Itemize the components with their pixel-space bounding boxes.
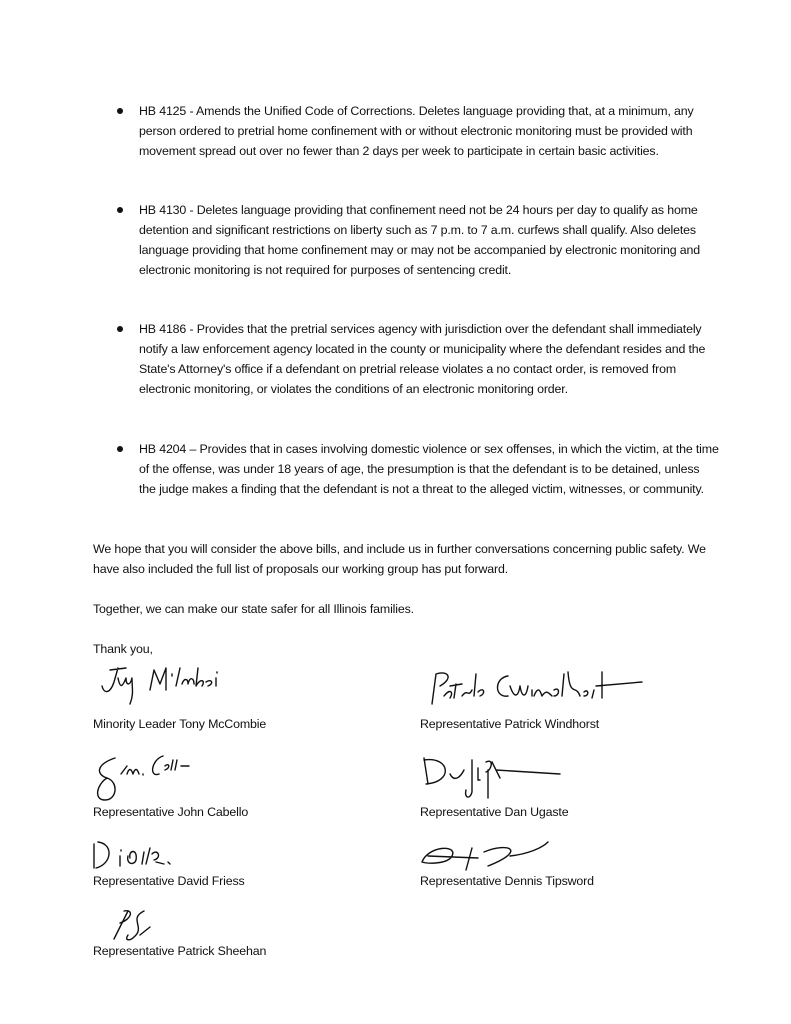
signature-mccombie [96,664,246,706]
signatory-name: Representative Patrick Sheehan [93,944,267,958]
signature-cabello [93,752,223,804]
bill-text: HB 4130 - Deletes language providing that confinement need not be 24 hours per day to qualify as home detention and significant restrictions on liberty such as 7 p.m. to 7 a.m. curfews shall qualify. Also deletes language providing that home confinement may or may not be accompanied by electronic monitoring and electronic monitoring is not required for purposes of sentencing credit. [139,203,700,277]
signatory-name: Representative John Cabello [93,805,249,819]
signature-ugaste [420,752,570,804]
bill-text: HB 4186 - Provides that the pretrial services agency with jurisdiction over the defendant shall immediately notify a law enforcement agency located in the county or municipality where the defendant resides and the State's Attorney's office if a defendant on pretrial release violates a no contact order, is removed from electronic monitoring, or violates the conditions of an electronic monitoring order. [139,322,706,396]
closing-statement: Together, we can make our state safer for all Illinois families. [93,602,414,616]
bullet-icon [117,326,123,332]
closing-paragraph: We hope that you will consider the above bills, and include us in further conversations concerning public safety. We have also included the full list of proposals our working group has put forward. [93,542,706,576]
signatory-name: Representative Dennis Tipsword [420,874,594,888]
signature-windhorst [420,668,650,710]
signatory-name: Representative David Friess [93,874,245,888]
bullet-icon [117,446,123,452]
bill-text: HB 4125 - Amends the Unified Code of Corrections. Deletes language providing that, at a minimum, any person ordered to pretrial home confinement with or without electronic monitoring must be provided with movement spread out over no fewer than 2 days per week to participate in certain basic activities. [139,104,694,158]
signatory-name: Minority Leader Tony McCombie [93,717,267,731]
signature-tipsword [418,840,568,874]
salutation: Thank you, [93,642,153,656]
bullet-icon [117,108,123,114]
signature-friess [90,838,200,872]
bullet-icon [117,207,123,213]
bill-text: HB 4204 – Provides that in cases involving domestic violence or sex offenses, in which the victim, at the time of the offense, was under 18 years of age, the presumption is that the defendant is to be detained, unless the judge makes a finding that the defendant is not a threat to the alleged victim, witnesses, or community. [139,442,719,496]
signature-sheehan [110,905,170,947]
signatory-name: Representative Patrick Windhorst [420,717,600,731]
signatory-name: Representative Dan Ugaste [420,805,569,819]
